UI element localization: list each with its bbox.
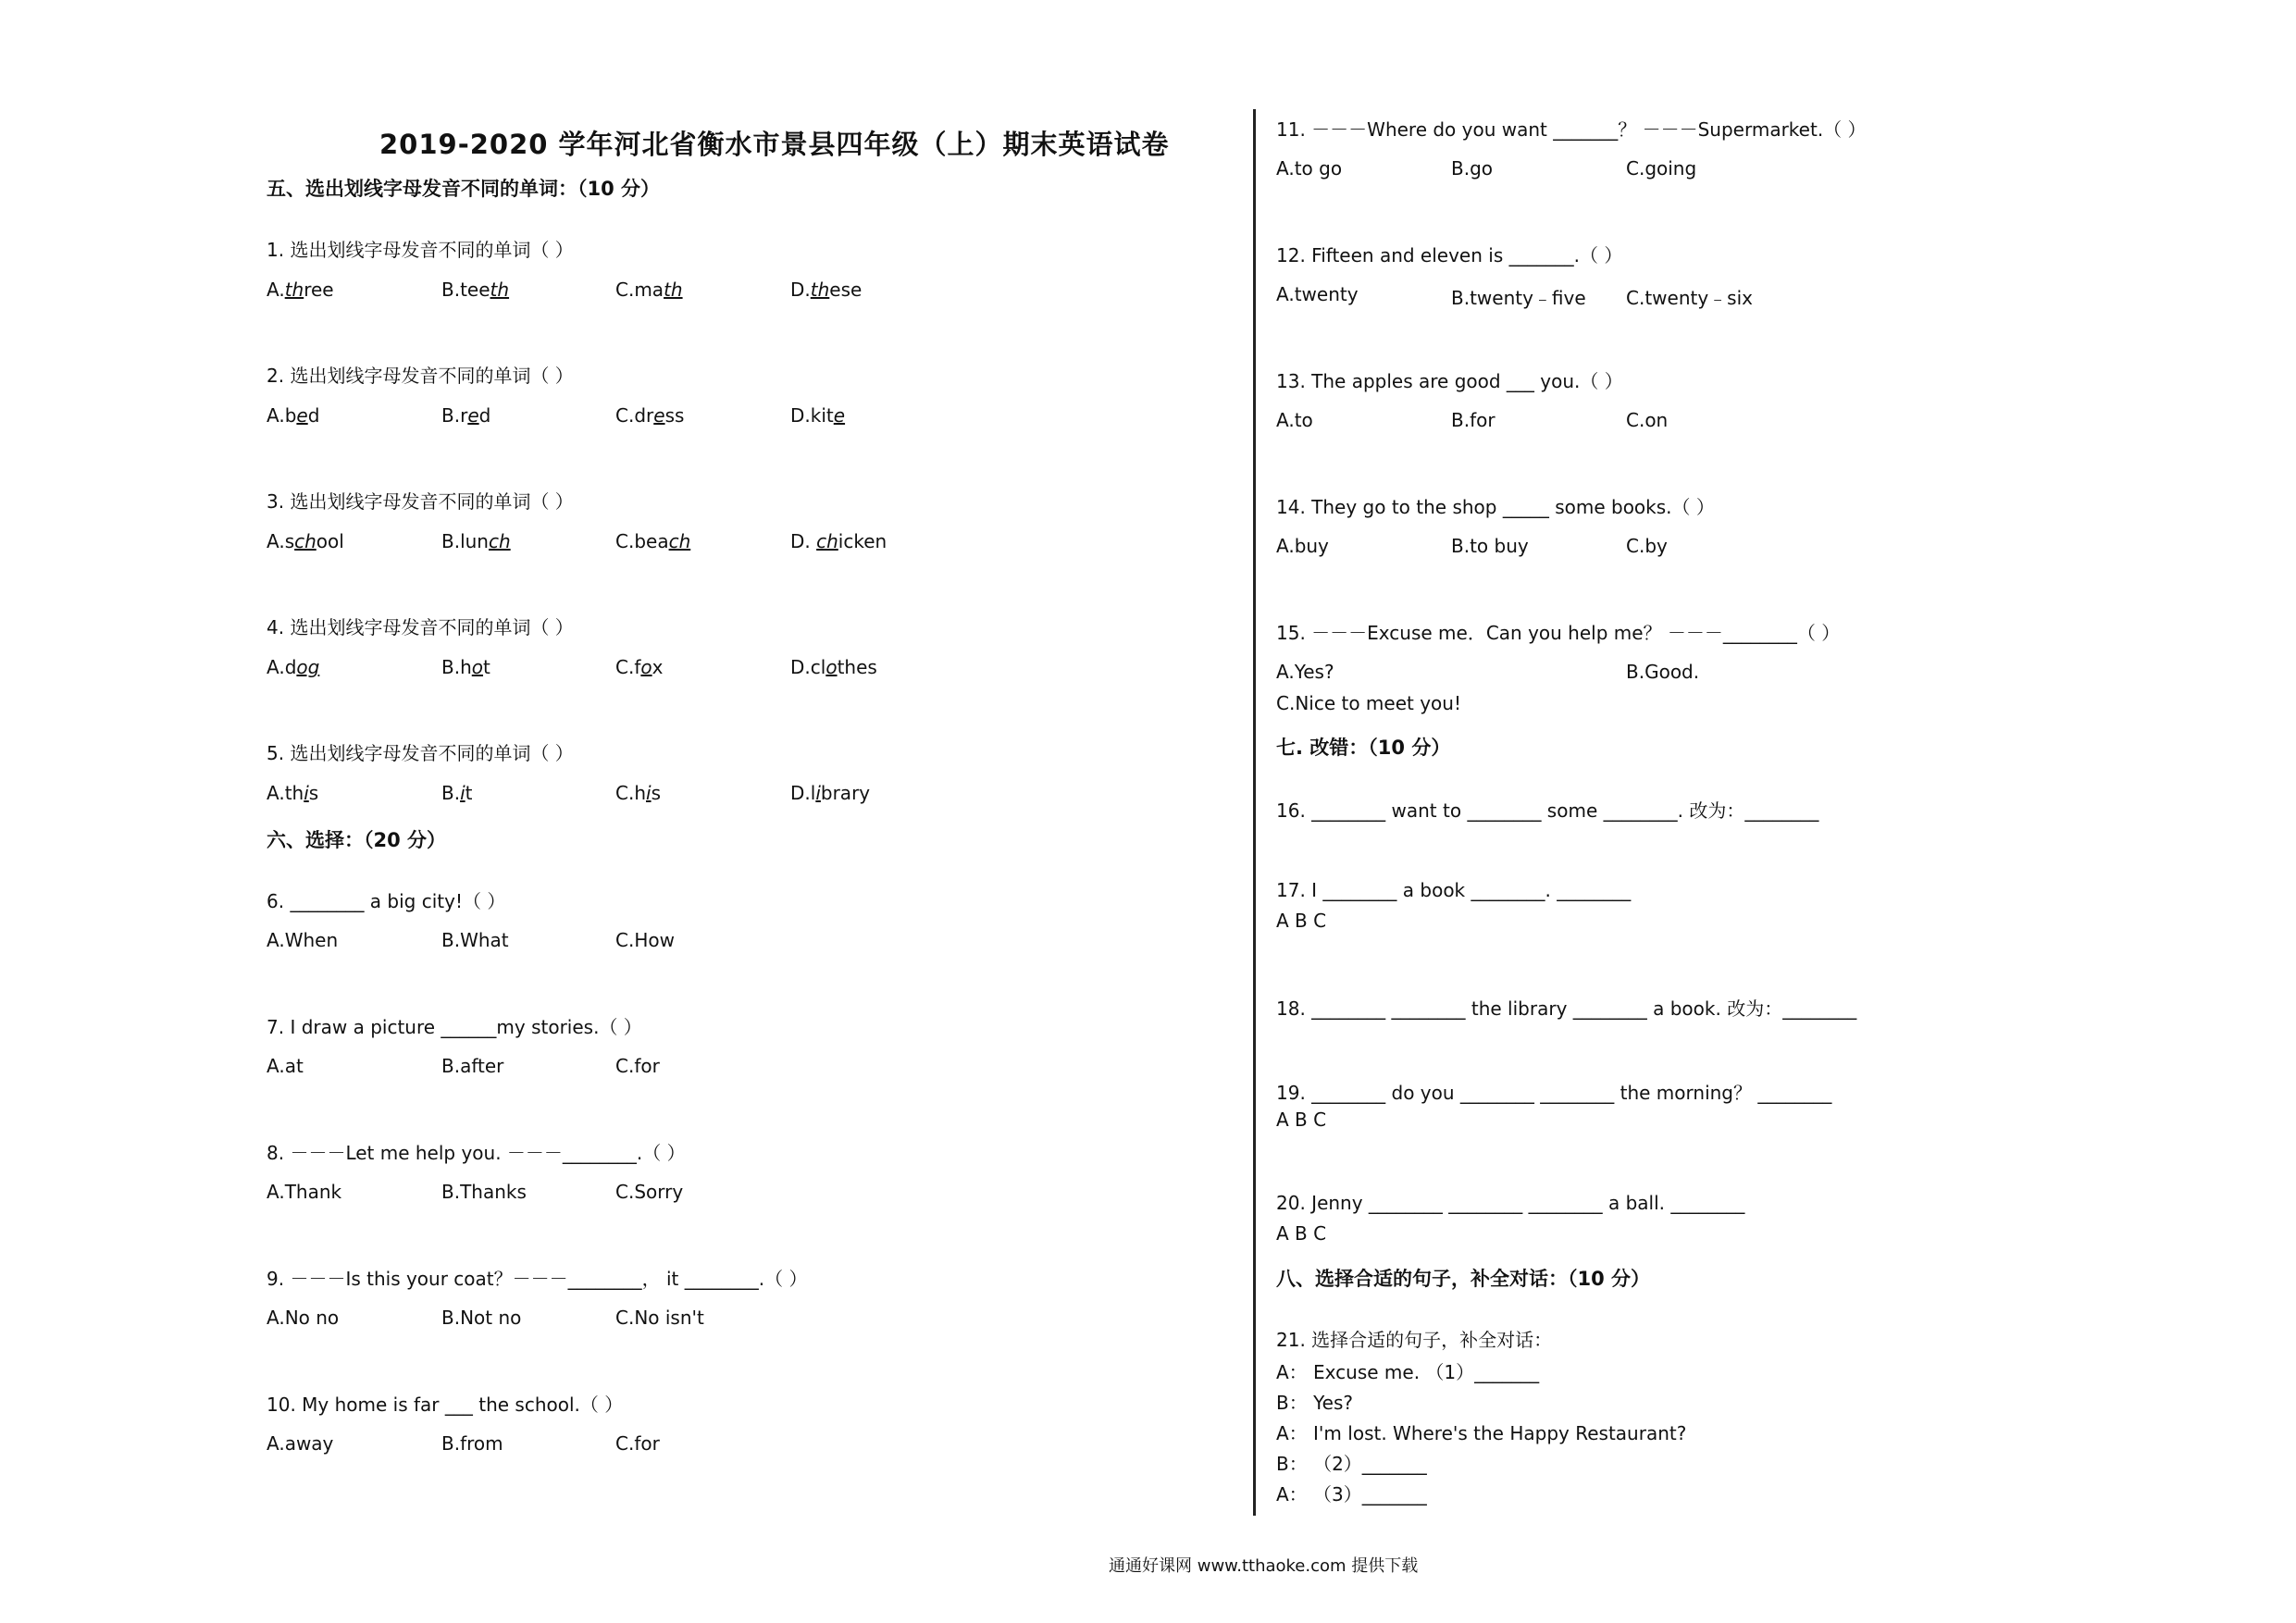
underlined-letters: th [284,279,304,301]
answer-option: A.When [267,929,339,951]
question-stem: 1. 选出划线字母发音不同的单词（ ） [267,239,574,261]
question-stem: 4. 选出划线字母发音不同的单词（ ） [267,616,574,638]
question-stem: 5. 选出划线字母发音不同的单词（ ） [267,742,574,764]
answer-option: C.for [615,1055,660,1077]
question-stem: 14. They go to the shop _____ some books.（ ） [1276,496,1715,518]
answer-option: C.going [1626,157,1697,180]
question-stem: 6. ________ a big city!（ ） [267,890,506,912]
answer-option: A.school [267,530,344,552]
answer-option: A.to go [1276,157,1343,180]
dialogue-line: B： （2）_______ [1276,1453,1427,1475]
answer-option: A.at [267,1055,304,1077]
page-title: 2019-2020 学年河北省衡水市景县四年级（上）期末英语试卷 [379,129,1170,160]
underlined-letters: o [825,656,838,678]
underlined-letters: i [304,782,309,804]
underlined-letters: og [296,656,320,678]
answer-option: B.hot [441,656,490,678]
abc-markers: A B C [1276,1109,1327,1131]
answer-option: C.Nice to meet you! [1276,692,1461,714]
answer-option: C.on [1626,409,1669,431]
answer-option: B.go [1451,157,1494,180]
answer-option: B.after [441,1055,504,1077]
answer-option: C.dress [615,404,685,427]
answer-option: B.twenty﹣five [1451,287,1586,309]
question-stem: 2. 选出划线字母发音不同的单词（ ） [267,365,574,387]
page-footer: 通通好课网 www.tthaoke.com 提供下载 [1109,1556,1419,1576]
answer-option: C.his [615,782,661,804]
underlined-letters: th [490,279,510,301]
answer-option: A.this [267,782,319,804]
answer-option: C.No isn't [615,1307,704,1329]
question-stem: 17. I ________ a book ________. ________ [1276,879,1632,901]
answer-option: A.to [1276,409,1313,431]
answer-option: C.fox [615,656,664,678]
underlined-letters: th [664,279,683,301]
dialogue-line: A： I'm lost. Where's the Happy Restaurant? [1276,1422,1687,1444]
question-stem: 13. The apples are good ___ you.（ ） [1276,370,1623,392]
answer-option: A.buy [1276,535,1329,557]
underlined-letters: ch [816,530,838,552]
answer-option: C.How [615,929,675,951]
answer-option: C.math [615,279,683,301]
answer-option: A.No no [267,1307,340,1329]
underlined-letters: i [646,782,652,804]
question-stem: 3. 选出划线字母发音不同的单词（ ） [267,490,574,513]
dialogue-line: B： Yes? [1276,1392,1353,1414]
answer-option: C.beach [615,530,691,552]
answer-option: A.Yes? [1276,661,1334,683]
answer-option: B.to buy [1451,535,1529,557]
answer-option: A.twenty [1276,283,1359,305]
section-6-header: 六、选择：（20 分） [267,829,447,851]
underlined-letters: e [467,404,479,427]
question-stem: 16. ________ want to ________ some ________. 改为：________ [1276,799,1819,822]
question-stem: 15. －－－Excuse me．Can you help me？ －－－________（ ） [1276,622,1841,644]
underlined-letters: ch [489,530,511,552]
answer-option: B.Good. [1626,661,1700,683]
underlined-letters: e [296,404,308,427]
underlined-letters: i [815,782,821,804]
answer-option: D. chicken [790,530,887,552]
answer-option: B.for [1451,409,1496,431]
question-stem: 9. －－－Is this your coat？－－－________， it ________.（ ） [267,1268,808,1290]
answer-option: D.clothes [790,656,877,678]
underlined-letters: i [460,782,465,804]
answer-option: B.Thanks [441,1181,527,1203]
answer-option: A.dog [267,656,320,678]
answer-option: A.bed [267,404,320,427]
column-divider [1253,109,1256,1516]
question-stem: 10. My home is far ___ the school.（ ） [267,1394,624,1416]
answer-option: D.these [790,279,863,301]
question-21-stem: 21. 选择合适的句子，补全对话： [1276,1329,1553,1351]
answer-option: C.Sorry [615,1181,684,1203]
answer-option: B.it [441,782,473,804]
abc-markers: A B C [1276,1222,1327,1245]
answer-option: B.Not no [441,1307,522,1329]
answer-option: A.Thank [267,1181,342,1203]
underlined-letters: ch [294,530,316,552]
underlined-letters: e [653,404,665,427]
dialogue-line: A： （3）_______ [1276,1483,1427,1505]
underlined-letters: e [833,404,846,427]
question-stem: 7. I draw a picture ______my stories.（ ） [267,1016,642,1038]
question-stem: 18. ________ ________ the library ________ a book. 改为：________ [1276,997,1857,1020]
answer-option: D.library [790,782,871,804]
answer-option: A.away [267,1432,334,1455]
question-stem: 20. Jenny ________ ________ ________ a ball. ________ [1276,1192,1745,1214]
answer-option: B.What [441,929,509,951]
section-7-header: 七. 改错：（10 分） [1276,737,1451,759]
underlined-letters: o [471,656,484,678]
question-stem: 19. ________ do you ________ ________ the morning？ ________ [1276,1082,1832,1104]
section-5-header: 五、选出划线字母发音不同的单词：（10 分） [267,178,661,200]
abc-markers: A B C [1276,910,1327,932]
question-stem: 12. Fifteen and eleven is _______.（ ） [1276,244,1623,266]
dialogue-line: A： Excuse me. （1）_______ [1276,1361,1540,1383]
answer-option: B.red [441,404,491,427]
answer-option: C.for [615,1432,660,1455]
answer-option: B.lunch [441,530,511,552]
underlined-letters: ch [668,530,691,552]
question-stem: 8. －－－Let me help you. －－－________.（ ） [267,1142,686,1164]
answer-option: C.twenty﹣six [1626,287,1753,309]
question-stem: 11. －－－Where do you want _______？ －－－Supermarket.（ ） [1276,118,1867,141]
answer-option: B.from [441,1432,503,1455]
section-8-header: 八、选择合适的句子，补全对话：（10 分） [1276,1268,1651,1290]
answer-option: C.by [1626,535,1668,557]
answer-option: A.three [267,279,334,301]
underlined-letters: o [640,656,652,678]
underlined-letters: th [810,279,830,301]
answer-option: D.kite [790,404,846,427]
answer-option: B.teeth [441,279,510,301]
